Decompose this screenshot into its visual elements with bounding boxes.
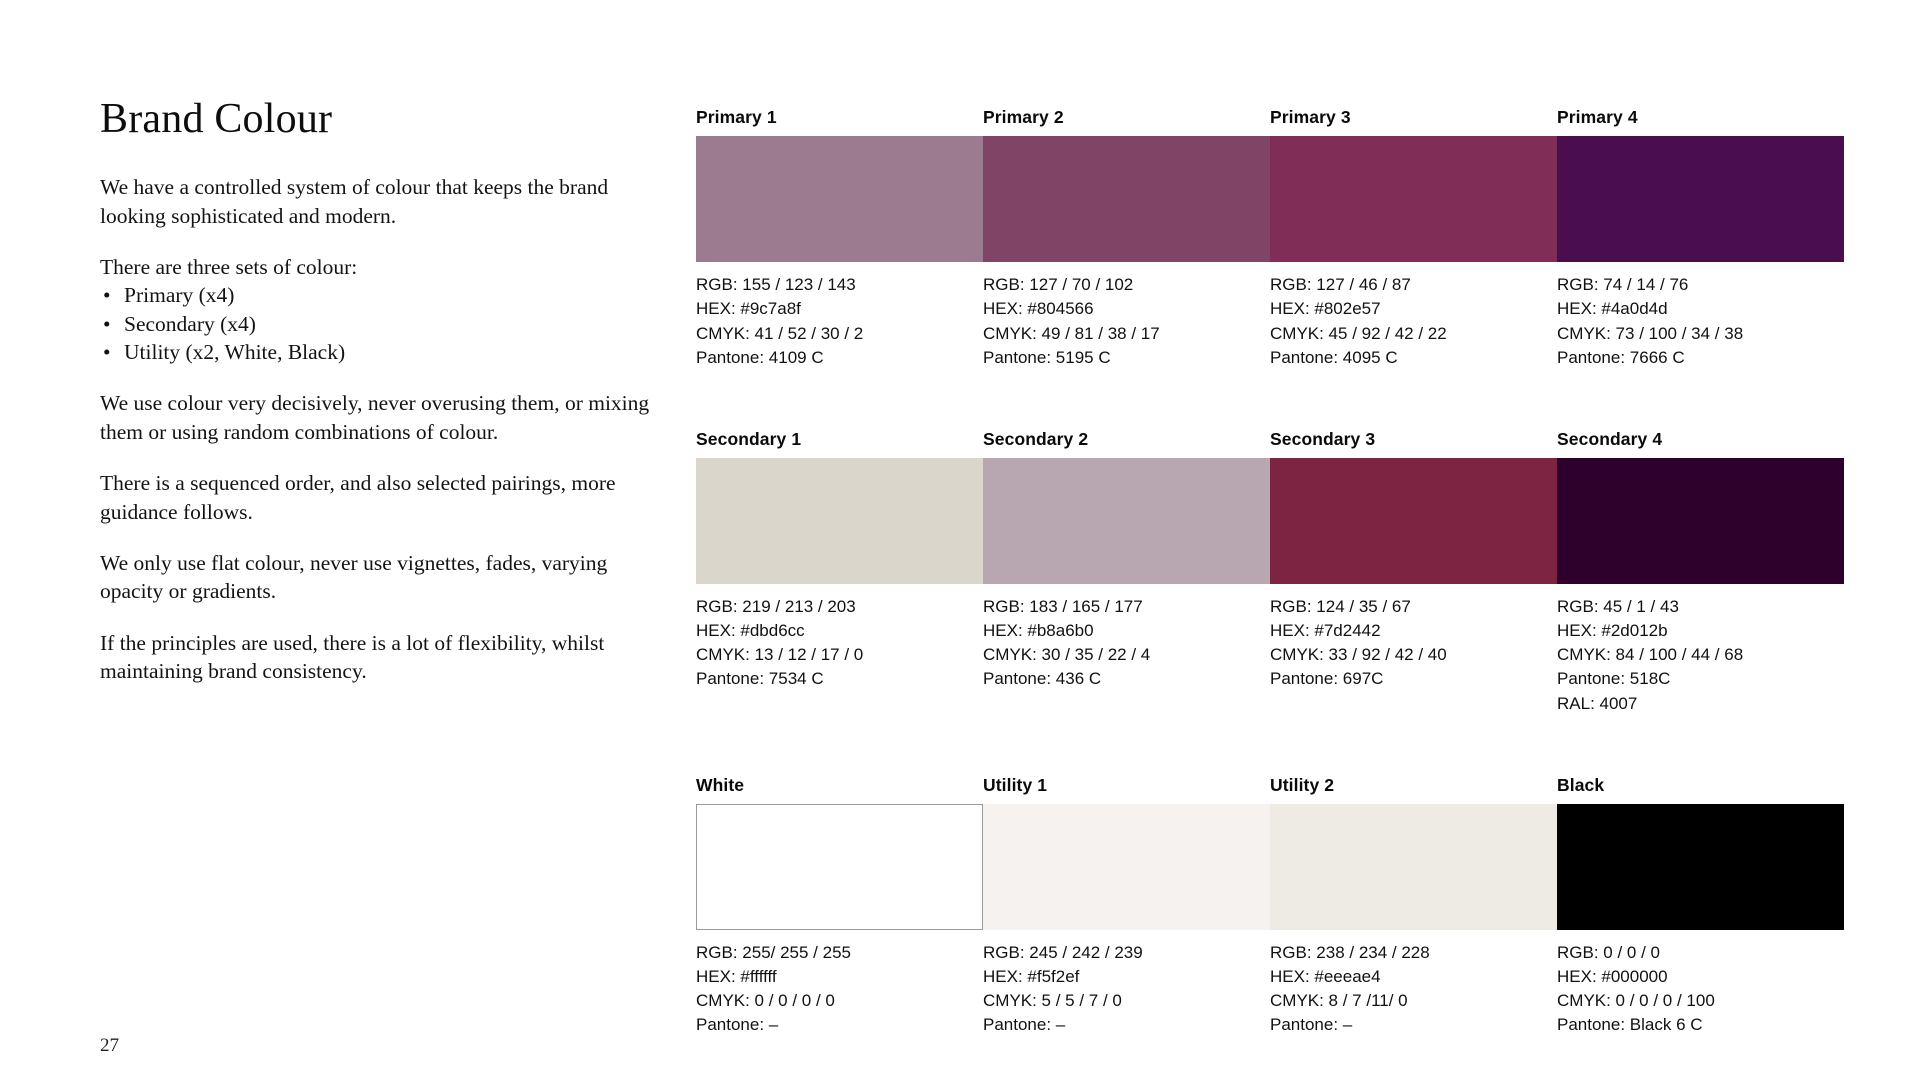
swatch-spec-line: HEX: #2d012b [1557,621,1668,641]
swatch-specs [983,273,1270,370]
swatch-spec-line: HEX: #dbd6cc [696,621,805,641]
swatch-spec-line: HEX: #4a0d4d [1557,299,1668,319]
intro-column [100,96,660,708]
swatch-spec-line: Pantone: – [983,1015,1066,1035]
swatch-spec-line: Pantone: 5195 C [983,347,1111,367]
swatch-row-primary [696,108,1844,370]
swatch-spec-line: HEX: #802e57 [1270,299,1381,319]
swatch-specs [696,273,983,370]
swatch-chip [983,804,1270,930]
swatch-spec-line: CMYK: 0 / 0 / 0 / 100 [1557,991,1715,1011]
swatch-spec-line: CMYK: 13 / 12 / 17 / 0 [696,645,864,665]
swatch-specs [983,595,1270,692]
swatch-chip [696,804,983,930]
intro-paragraph-4: There is a sequenced order, and also selected pairings, more guidance follows. [100,471,616,524]
swatch-spec-line: Pantone: 4109 C [696,347,824,367]
swatch-spec-line: RGB: 127 / 70 / 102 [983,275,1134,295]
list-item [100,338,660,366]
swatch-label: Primary 4 [1557,107,1638,127]
swatch-specs [1557,595,1844,716]
swatch-specs [1270,941,1557,1038]
swatch-spec-line: RGB: 219 / 213 / 203 [696,597,856,616]
list-item [100,281,660,309]
swatch-cell [696,108,983,370]
swatch-spec-line: HEX: #9c7a8f [696,299,801,319]
swatch-spec-line: Pantone: 518C [1557,669,1671,689]
swatch-spec-line: RAL: 4007 [1557,693,1638,713]
swatch-row-utility [696,776,1844,1038]
swatch-spec-line: RGB: 45 / 1 / 43 [1557,597,1679,616]
swatch-spec-line: RGB: 0 / 0 / 0 [1557,942,1660,962]
swatch-chip [1557,136,1844,262]
swatch-cell [983,430,1270,716]
swatch-label: Primary 3 [1270,107,1351,127]
swatch-spec-line: RGB: 127 / 46 / 87 [1270,275,1411,295]
swatch-spec-line: HEX: #7d2442 [1270,621,1381,641]
intro-body [100,173,660,685]
colour-sets-heading: There are three sets of colour: [100,254,358,279]
list-item-label: Utility (x2, White, Black) [124,340,346,365]
swatch-spec-line: CMYK: 5 / 5 / 7 / 0 [983,991,1122,1011]
swatch-specs [983,941,1270,1038]
swatch-cell [1557,430,1844,716]
swatch-spec-line: RGB: 245 / 242 / 239 [983,942,1143,962]
swatch-chip [1557,458,1844,584]
intro-paragraph-3: We use colour very decisively, never overusing them, or mixing them or using random combinations of colour. [100,391,650,444]
swatch-spec-line: CMYK: 73 / 100 / 34 / 38 [1557,323,1744,343]
swatch-cell [1270,108,1557,370]
swatch-chip [696,458,983,584]
swatch-chip [1270,136,1557,262]
bullet-dot-icon: • [103,283,111,308]
swatch-spec-line: CMYK: 33 / 92 / 42 / 40 [1270,645,1447,665]
swatch-label: Utility 2 [1270,774,1335,795]
swatch-spec-line: RGB: 124 / 35 / 67 [1270,597,1411,616]
swatch-spec-line: CMYK: 8 / 7 /11/ 0 [1270,991,1408,1011]
swatch-label: Utility 1 [983,774,1048,795]
swatch-specs [1557,941,1844,1038]
swatch-cell [1557,108,1844,370]
swatch-spec-line: CMYK: 49 / 81 / 38 / 17 [983,323,1160,343]
swatch-spec-line: Pantone: – [696,1015,779,1035]
swatch-label: Secondary 1 [696,428,802,449]
swatch-spec-line: RGB: 155 / 123 / 143 [696,275,856,295]
swatch-spec-line: RGB: 74 / 14 / 76 [1557,275,1689,295]
swatch-label: Secondary 4 [1557,428,1663,449]
swatch-spec-line: CMYK: 0 / 0 / 0 / 0 [696,991,835,1011]
swatch-spec-line: Pantone: 7534 C [696,669,824,689]
list-item [100,310,660,338]
swatch-label: Black [1557,774,1605,795]
bullet-dot-icon: • [103,340,111,365]
colour-sets-list [100,281,660,366]
list-item-label: Secondary (x4) [124,311,256,336]
swatch-spec-line: Pantone: – [1270,1015,1353,1035]
swatch-cell [1270,776,1557,1038]
swatch-spec-line: HEX: #eeeae4 [1270,967,1381,986]
swatch-chip [1270,458,1557,584]
swatch-spec-line: HEX: #f5f2ef [983,967,1080,986]
intro-paragraph-1: We have a controlled system of colour that keeps the brand looking sophisticated and modern. [100,175,609,228]
swatch-spec-line: HEX: #804566 [983,299,1094,319]
swatch-spec-line: RGB: 183 / 165 / 177 [983,597,1143,616]
swatch-spec-line: CMYK: 84 / 100 / 44 / 68 [1557,645,1744,665]
swatch-spec-line: CMYK: 45 / 92 / 42 / 22 [1270,323,1447,343]
swatch-spec-line: RGB: 255/ 255 / 255 [696,942,851,962]
swatch-label: Primary 2 [983,107,1064,127]
swatch-cell [696,776,983,1038]
swatch-spec-line: Pantone: 4095 C [1270,347,1398,367]
list-item-label: Primary (x4) [124,283,235,308]
swatch-spec-line: CMYK: 30 / 35 / 22 / 4 [983,645,1151,665]
swatch-spec-line: HEX: #b8a6b0 [983,621,1094,641]
intro-paragraph-6: If the principles are used, there is a lot of flexibility, whilst maintaining brand consistency. [100,630,605,684]
swatch-cell [1557,776,1844,1038]
swatch-specs [1557,273,1844,370]
swatch-spec-line: HEX: #000000 [1557,967,1668,986]
swatch-cell [1270,430,1557,716]
swatch-cell [983,108,1270,370]
swatch-spec-line: HEX: #ffffff [696,967,777,986]
swatch-specs [696,595,983,692]
swatch-cell [983,776,1270,1038]
swatch-specs [1270,595,1557,692]
swatch-chip [696,136,983,262]
swatch-cell [696,430,983,716]
swatch-spec-line: Pantone: 436 C [983,669,1102,689]
page-number: 27 [100,1035,119,1056]
intro-paragraph-5: We only use flat colour, never use vignettes, fades, varying opacity or gradients. [100,550,608,604]
swatch-spec-line: Pantone: 697C [1270,669,1384,689]
swatch-spec-line: CMYK: 41 / 52 / 30 / 2 [696,323,864,343]
swatch-row-secondary [696,430,1844,716]
swatch-label: Primary 1 [696,107,777,127]
page-title: Brand Colour [100,96,333,142]
swatch-chip [1270,804,1557,930]
colour-swatch-grid [696,108,1844,1037]
swatch-chip [1557,804,1844,930]
swatch-chip [983,458,1270,584]
swatch-chip [983,136,1270,262]
swatch-specs [1270,273,1557,370]
swatch-spec-line: RGB: 238 / 234 / 228 [1270,942,1430,962]
swatch-spec-line: Pantone: 7666 C [1557,347,1685,367]
swatch-label: White [696,774,745,795]
swatch-label: Secondary 2 [983,428,1089,449]
swatch-specs [696,941,983,1038]
bullet-dot-icon: • [103,311,111,336]
swatch-spec-line: Pantone: Black 6 C [1557,1015,1703,1035]
swatch-label: Secondary 3 [1270,428,1376,449]
